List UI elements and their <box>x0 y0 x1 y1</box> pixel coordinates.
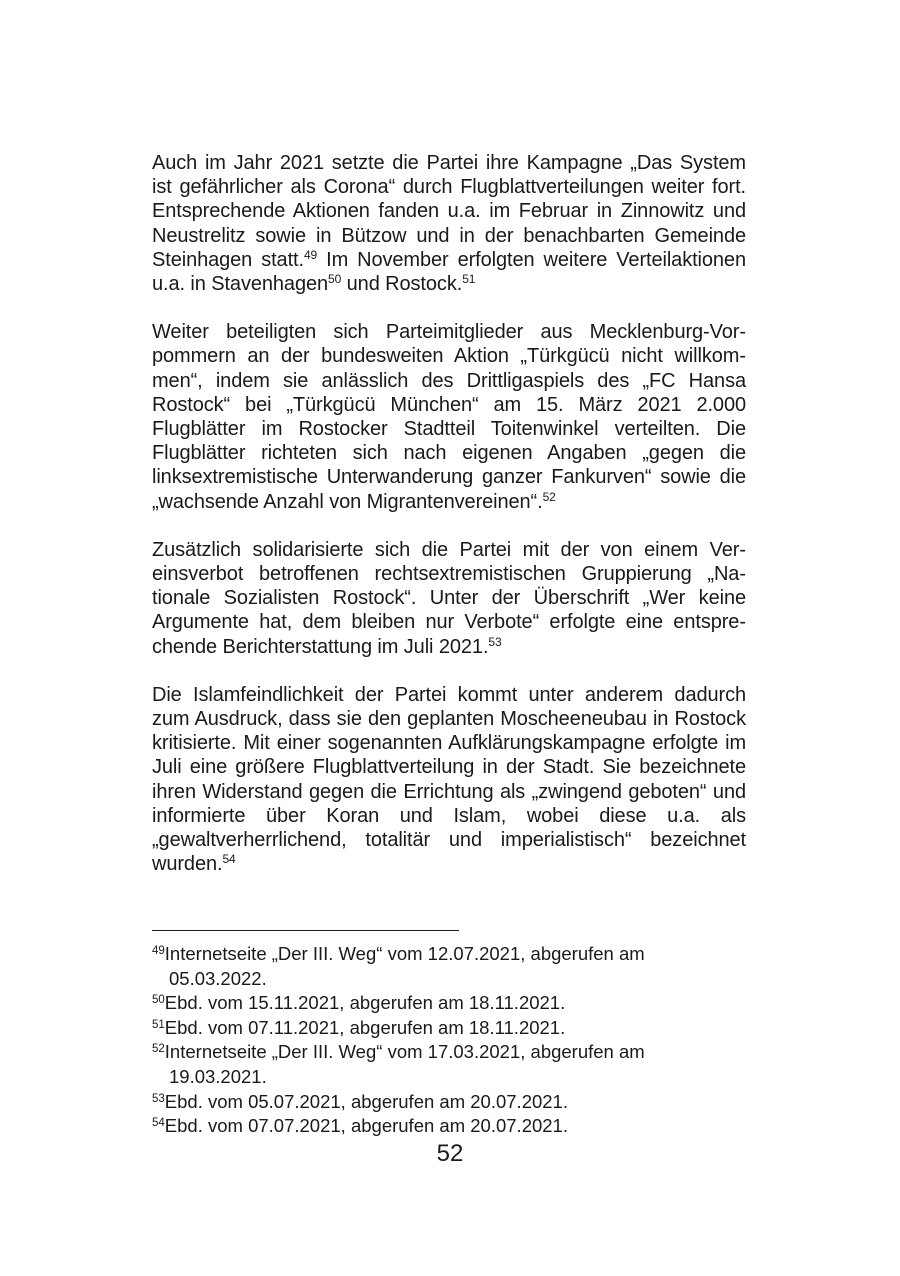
footnote-ref-53: 53 <box>488 634 502 649</box>
footnote-number: 54 <box>152 1117 165 1130</box>
footnote-ref-50: 50 <box>328 272 342 287</box>
footnote-text: Ebd. vom 07.11.2021, abgerufen am 18.11.2021. <box>164 1016 566 1038</box>
footnote-number: 53 <box>152 1092 165 1105</box>
footnote-text: Internetseite „Der III. Weg“ vom 12.07.2021, abgerufen am 05.03.2022. <box>164 943 645 989</box>
footnote-51 <box>152 1016 746 1041</box>
footnotes <box>152 942 746 1139</box>
footnote-ref-51: 51 <box>462 272 476 287</box>
footnote-number: 49 <box>152 945 165 957</box>
text-segment: Auch im Jahr 2021 setzte die Partei ihre Kampagne „Das System ist gefährlicher als Corona“ durch Flugblattverteilungen weiter fort. Entsprechende Aktionen fanden u.a. im Februar in Zinnowitz und Neustrelitz sowie in Bützow und in der benachbarten Gemeinde Steinhagen statt. <box>152 152 746 271</box>
paragraph-campaign-leaflets <box>152 151 746 296</box>
body-text <box>152 151 746 876</box>
footnote-text: Ebd. vom 07.07.2021, abgerufen am 20.07.2021. <box>164 1115 568 1137</box>
footnote-52 <box>152 1040 746 1089</box>
footnote-number: 51 <box>152 1018 165 1031</box>
footnote-text: Ebd. vom 05.07.2021, abgerufen am 20.07.2021. <box>164 1090 568 1112</box>
footnote-ref-54: 54 <box>222 852 236 867</box>
text-segment: Die Islamfeindlichkeit der Partei kommt unter anderem dadurch zum Ausdruck, dass sie den geplanten Moscheeneubau in Rostock kritisierte. Mit einer sogenannten Aufklärungskampagne erfolgte im Juli eine größere Flugblattverteilung in der Stadt. Sie bezeichnete ihren Widerstand gegen die Errichtung als „zwingend geboten“ und informierte über Koran und Islam, wobei diese u.a. als „gewaltverherrlichend, totalitär und imperialistisch“ bezeichnet wurden. <box>152 683 746 876</box>
footnote-ref-52: 52 <box>542 489 556 504</box>
page-number: 52 <box>436 1140 464 1167</box>
text-segment: Im November erfolgten weitere Verteilaktionen u.a. in Stavenhagen <box>152 248 746 296</box>
text-segment: Weiter beteiligten sich Parteimitglieder aus Mecklenburg-Vorpommern an der bundesweiten Aktion „Türkgücü nicht willkommen“, indem sie anlässlich des Drittligaspiels des „FC Hansa Rostock“ bei „Türkgücü München“ am 15. März 2021 2.000 Flugblätter im Rostocker Stadtteil Toitenwinkel verteilten. Die Flugblätter richteten sich nach eigenen Angaben „gegen die linksextremistische Unterwanderung ganzer Fankurven“ sowie die „wachsende Anzahl von Migrantenvereinen“. <box>152 321 746 513</box>
footnote-text: Ebd. vom 15.11.2021, abgerufen am 18.11.2021. <box>164 992 566 1014</box>
footnote-49 <box>152 942 746 991</box>
footnote-54 <box>152 1114 746 1139</box>
footnote-50 <box>152 991 746 1016</box>
footnote-separator <box>152 930 459 931</box>
text-segment: Zusätzlich solidarisierte sich die Partei mit der von einem Vereinsverbot betroffenen rechtsextremistischen Gruppierung „Nationale Sozialisten Rostock“. Unter der Überschrift „Wer keine Argumente hat, dem bleiben nur Verbote“ erfolgte eine entsprechende Berichterstattung im Juli 2021. <box>152 538 746 658</box>
text-segment: und Rostock. <box>341 273 463 296</box>
footnote-number: 52 <box>152 1043 165 1056</box>
paragraph-islamophobia <box>152 683 746 877</box>
footnote-number: 50 <box>152 994 165 1007</box>
paragraph-solidarity <box>152 538 746 659</box>
footnote-53 <box>152 1090 746 1115</box>
paragraph-turkgucu-action <box>152 320 746 514</box>
footnote-ref-49: 49 <box>303 247 318 262</box>
footnote-text: Internetseite „Der III. Weg“ vom 17.03.2021, abgerufen am 19.03.2021. <box>164 1041 645 1087</box>
